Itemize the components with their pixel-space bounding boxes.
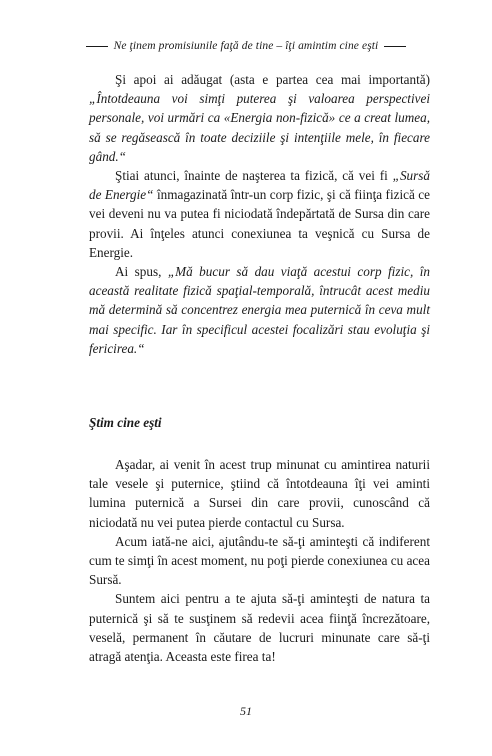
quote-text: „Întotdeauna voi simţi puterea şi valoarea perspectivei personale, voi urmări ca «Energia non-fizică» ce a creat lumea, să se regăsească în toate deciziile şi intenţiile mele, în fiecare gând.“: [89, 91, 430, 164]
quote-text: „Mă bucur să dau viaţă acestui corp fizic, în această realitate fizică spaţial-temporală, întrucât acest mediu mă determină să concentrez energia mea puternică în ceva mult mai specific. Iar în specificul acestei focalizări stau evoluţia şi fericirea.“: [89, 264, 430, 356]
page-number: 51: [240, 704, 252, 718]
quote-text: „Sursă de Energie“: [89, 168, 430, 203]
paragraph-text: Şi apoi ai adăugat (asta e partea cea mai importantă): [115, 72, 430, 87]
paragraph-text: înmagazinată într-un corp fizic, şi că fiinţa fizică ce vei deveni nu va putea fi niciodată îndepărtată de Sursa din care provii. Ai înţeles atunci conexiunea ta veşnică cu Sursa de Energie.: [89, 187, 430, 260]
paragraph: Suntem aici pentru a te ajuta să-ţi aminteşti de natura ta puternică şi să te susţinem să redevii acea fiinţă încrezătoare, veselă, permanent în căutare de lucruri minunate care să-ţi atragă atenţia. Aceasta este firea ta!: [89, 591, 430, 665]
running-title: Ne ţinem promisiunile faţă de tine – îţi amintim cine eşti: [113, 40, 379, 52]
paragraph: [89, 70, 430, 166]
section-heading: Ştim cine eşti: [89, 415, 162, 430]
header-right-rule: [384, 46, 406, 47]
header-left-rule: [86, 46, 108, 47]
running-header: [0, 40, 492, 52]
paragraph: Aşadar, ai venit în acest trup minunat cu amintirea naturii tale vesele şi puternice, ştiind că întotdeauna îţi vei aminti lumina puternică a Sursei din care provii, cunoscând că niciodată nu vei putea pierde contactul cu Sursa.: [89, 457, 430, 530]
body-text-bottom: [89, 455, 430, 666]
paragraph: [89, 262, 430, 358]
paragraph-text: Ai spus,: [115, 264, 168, 280]
paragraph: [89, 166, 430, 262]
paragraph: Acum iată-ne aici, ajutându-te să-ţi aminteşti că indiferent cum te simţi în acest moment, nu poţi pierde conexiunea cu acea Sursă.: [89, 533, 430, 588]
paragraph-text: Ştiai atunci, înainte de naşterea ta fizică, că vei fi: [115, 168, 393, 184]
body-text-top: [89, 70, 430, 358]
